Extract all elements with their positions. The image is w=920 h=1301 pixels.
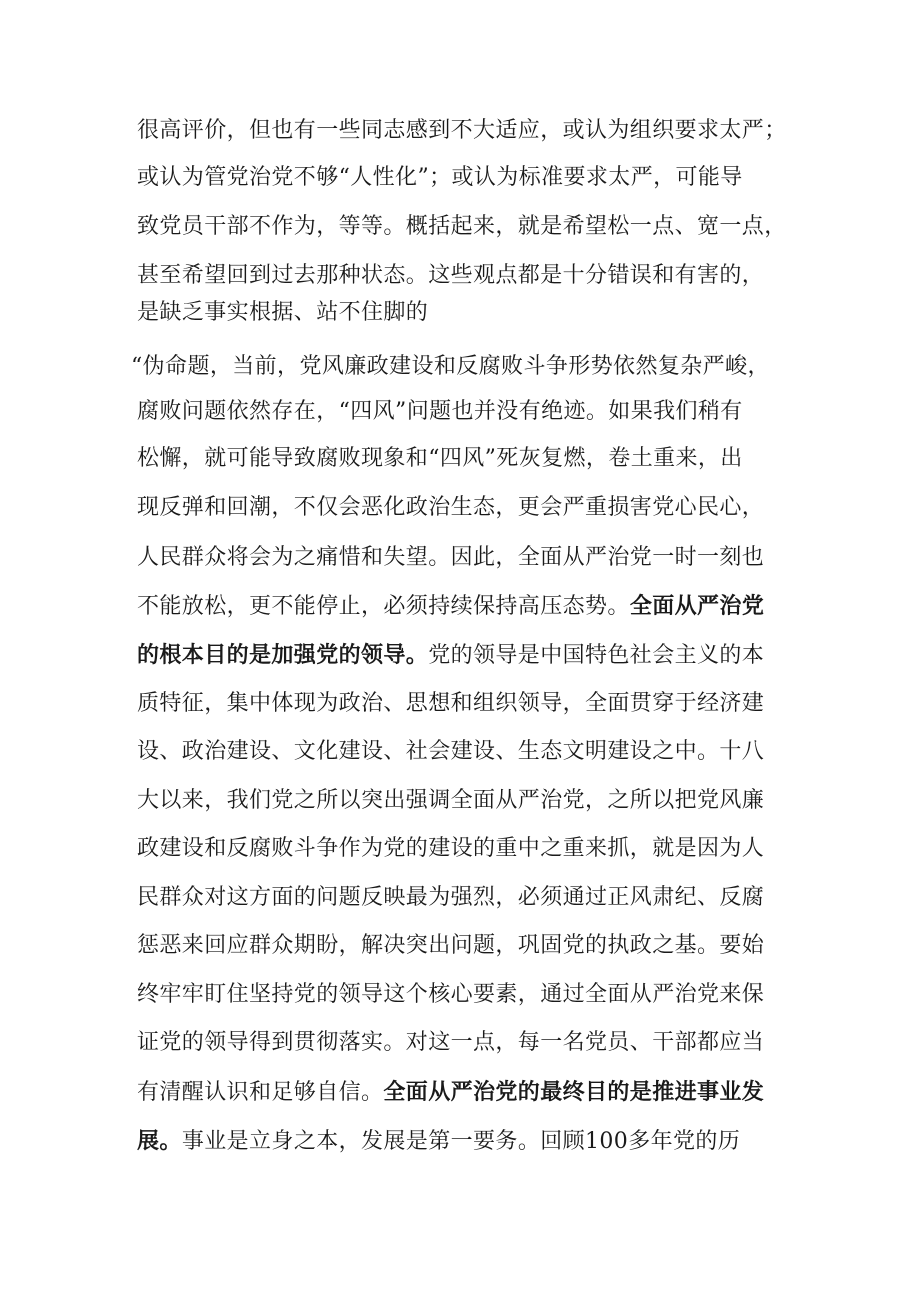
- text-line: [137, 641, 787, 671]
- text-segment: 民群众对这方面的问题反映最为强烈，必须通过正风肃纪、反腐: [137, 885, 765, 910]
- bold-heading-segment: 的根本目的是加强党的领导。: [137, 642, 429, 668]
- text-segment: 致党员干部不作为，等等。概括起来，就是希望松一点、宽一点，: [137, 214, 787, 239]
- text-segment: “伪命题，当前，党风廉政建设和反腐败斗争形势依然复杂严峻，: [131, 354, 770, 379]
- text-line: [137, 835, 787, 865]
- text-line: [137, 1029, 787, 1059]
- text-segment: 现反弹和回潮，不仅会恶化政治生态，更会严重损害党心民心，: [137, 495, 765, 520]
- text-segment: 腐败问题依然存在，“四风”问题也并没有绝迹。如果我们稍有: [137, 399, 743, 424]
- text-line: [137, 690, 787, 720]
- text-line: [137, 164, 787, 194]
- text-line: [137, 117, 787, 147]
- text-line: [131, 353, 781, 383]
- text-segment: 政建设和反腐败斗争作为党的建设的重中之重来抓，就是因为人: [137, 836, 765, 861]
- text-segment: 或认为管党治党不够“人性化”；或认为标准要求太严，可能导: [137, 165, 743, 190]
- text-segment: 人民群众将会为之痛惜和失望。因此，全面从严治党一时一刻也: [137, 545, 765, 570]
- text-segment: 事业是立身之本，发展是第一要务。回顾100多年党的历: [181, 1129, 741, 1154]
- text-segment: 甚至希望回到过去那种状态。这些观点都是十分错误和有害的，: [137, 263, 765, 288]
- text-segment: 很高评价，但也有一些同志感到不大适应，或认为组织要求太严；: [137, 118, 787, 143]
- text-line: [137, 1127, 787, 1157]
- text-segment: 有清醒认识和足够自信。: [137, 1080, 384, 1105]
- text-line: [137, 445, 787, 475]
- text-segment: 惩恶来回应群众期盼，解决突出问题，巩固党的执政之基。要始: [137, 933, 765, 958]
- text-segment: 设、政治建设、文化建设、社会建设、生态文明建设之中。十八: [137, 739, 765, 764]
- text-segment: 党的领导是中国特色社会主义的本: [428, 643, 765, 668]
- text-line: [137, 544, 787, 574]
- text-line: [137, 932, 787, 962]
- text-line: [137, 299, 787, 329]
- text-line: [137, 262, 787, 292]
- bold-heading-segment: 全面从严治党: [629, 593, 765, 619]
- text-line: [137, 213, 787, 243]
- text-line: [137, 884, 787, 914]
- text-line: [137, 592, 787, 622]
- text-line: [137, 1078, 787, 1108]
- text-line: [137, 981, 787, 1011]
- text-line: [137, 398, 787, 428]
- text-segment: 质特征，集中体现为政治、思想和组织领导，全面贯穿于经济建: [137, 691, 765, 716]
- text-line: [137, 494, 787, 524]
- text-segment: 大以来，我们党之所以突出强调全面从严治党，之所以把党风廉: [137, 788, 765, 813]
- text-line: [137, 738, 787, 768]
- text-line: [137, 787, 787, 817]
- bold-heading-segment: 展。: [137, 1128, 182, 1154]
- bold-heading-segment: 全面从严治党的最终目的是推进事业发: [383, 1079, 765, 1105]
- text-segment: 不能放松，更不能停止，必须持续保持高压态势。: [137, 594, 630, 619]
- text-segment: 证党的领导得到贯彻落实。对这一点，每一名党员、干部都应当: [137, 1030, 765, 1055]
- text-segment: 终牢牢盯住坚持党的领导这个核心要素，通过全面从严治党来保: [137, 982, 765, 1007]
- text-segment: 是缺乏事实根据、站不住脚的: [137, 300, 429, 325]
- text-segment: 松懈，就可能导致腐败现象和“四风”死灰复燃，卷土重来，出: [137, 446, 743, 471]
